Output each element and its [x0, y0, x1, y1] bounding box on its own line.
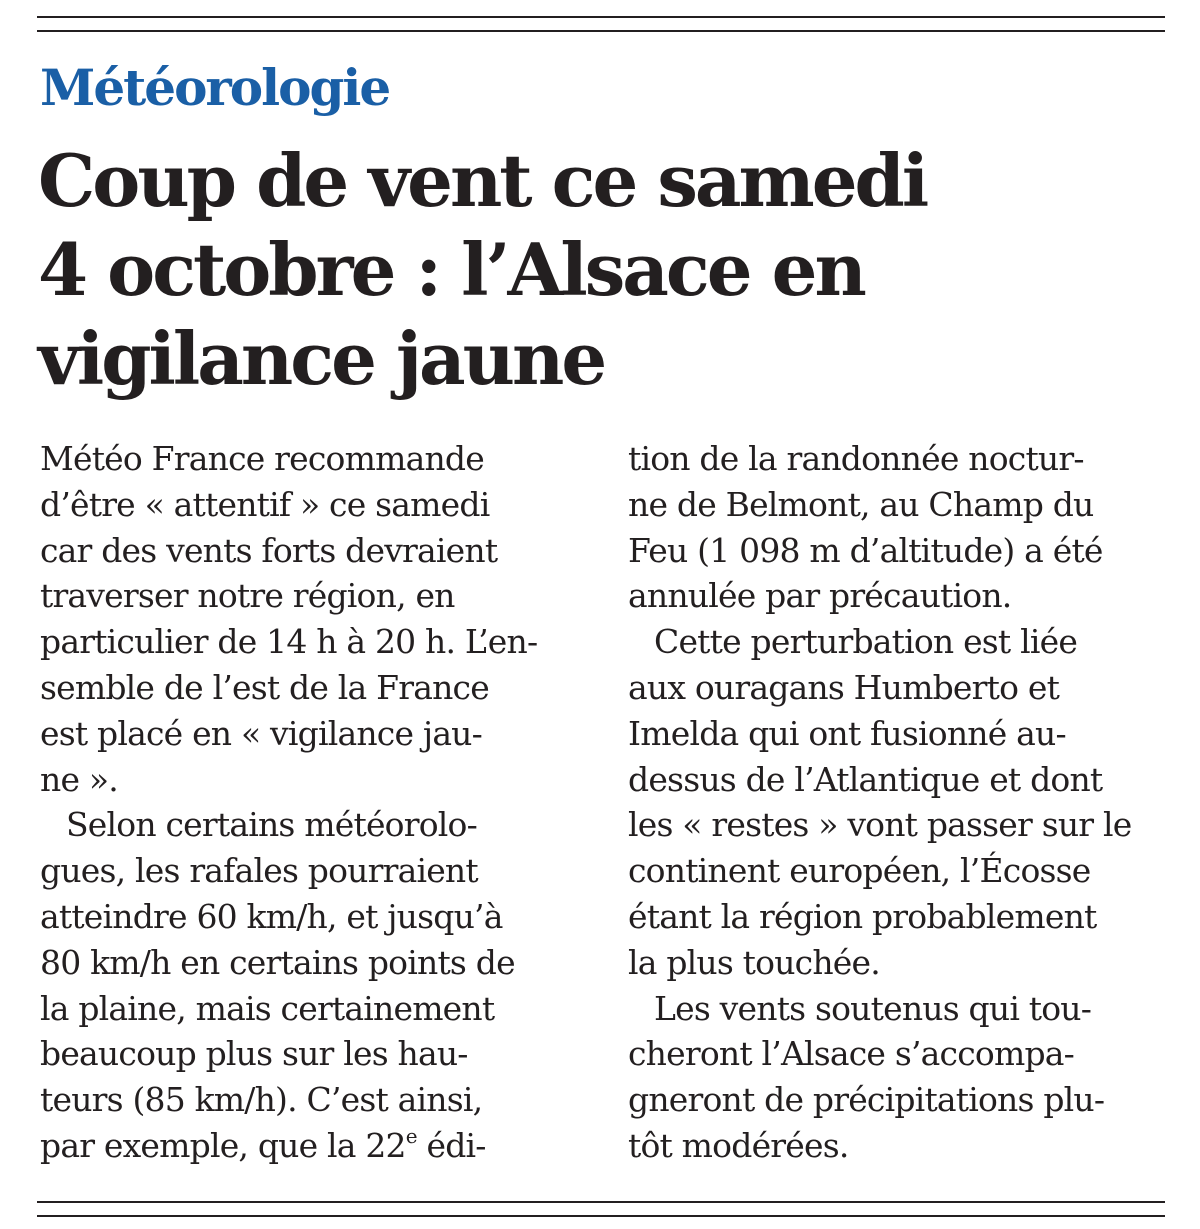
- body-line: annulée par précaution.: [628, 576, 1012, 616]
- headline-line: Coup de vent ce samedi: [38, 138, 927, 223]
- top-rule-2: [37, 30, 1165, 32]
- headline-line: 4 octobre : l’Alsace en: [38, 227, 864, 312]
- body-line: Cette perturbation est liée: [654, 622, 1078, 662]
- body-line: Selon certains météorolo-: [66, 805, 477, 845]
- body-line: cheront l’Alsace s’accompa-: [628, 1034, 1075, 1074]
- body-line-last: [40, 1123, 580, 1169]
- body-line: est placé en « vigilance jau-: [40, 713, 482, 753]
- body-line: beaucoup plus sur les hau-: [40, 1034, 468, 1074]
- body-line: dessus de l’Atlantique et dont: [628, 759, 1103, 799]
- top-rule-1: [37, 16, 1165, 18]
- body-line: semble de l’est de la France: [40, 667, 489, 707]
- body-line: particulier de 14 h à 20 h. L’en-: [40, 622, 538, 662]
- article-headline: [38, 136, 1168, 403]
- body-line: continent européen, l’Écosse: [628, 851, 1091, 891]
- body-line: ne de Belmont, au Champ du: [628, 484, 1094, 524]
- body-line: car des vents forts devraient: [40, 530, 498, 570]
- bottom-rule-2: [37, 1215, 1165, 1217]
- body-column-left: [40, 436, 580, 1169]
- body-line: aux ouragans Humberto et: [628, 667, 1060, 707]
- body-line: teurs (85 km/h). C’est ainsi,: [40, 1080, 483, 1120]
- body-line: Les vents soutenus qui tou-: [654, 988, 1092, 1028]
- body-line: ne ».: [40, 759, 118, 799]
- text-fragment: édi-: [416, 1125, 486, 1165]
- body-line: tion de la randonnée noctur-: [628, 439, 1084, 478]
- body-line: la plus touchée.: [628, 942, 880, 982]
- body-line: 80 km/h en certains points de: [40, 942, 515, 982]
- bottom-rule-1: [37, 1201, 1165, 1203]
- body-line: Feu (1 098 m d’altitude) a été: [628, 530, 1103, 570]
- text-fragment: par exemple, que la 22: [40, 1125, 406, 1165]
- body-line: gneront de précipitations plu-: [628, 1080, 1105, 1120]
- body-line: gues, les rafales pourraient: [40, 851, 478, 891]
- body-line: Imelda qui ont fusionné au-: [628, 713, 1066, 753]
- body-line: traverser notre région, en: [40, 576, 455, 616]
- body-line: Météo France recommande: [40, 439, 484, 478]
- body-line: tôt modérées.: [628, 1125, 849, 1165]
- body-column-right: [628, 436, 1168, 1169]
- section-kicker: Météorologie: [40, 58, 390, 117]
- body-line: la plaine, mais certainement: [40, 988, 495, 1028]
- body-line: atteindre 60 km/h, et jusqu’à: [40, 896, 503, 936]
- body-line: d’être « attentif » ce samedi: [40, 484, 490, 524]
- body-line: les « restes » vont passer sur le: [628, 805, 1132, 845]
- ordinal-superscript: e: [405, 1123, 417, 1148]
- body-line: étant la région probablement: [628, 896, 1097, 936]
- headline-line: vigilance jaune: [38, 316, 605, 401]
